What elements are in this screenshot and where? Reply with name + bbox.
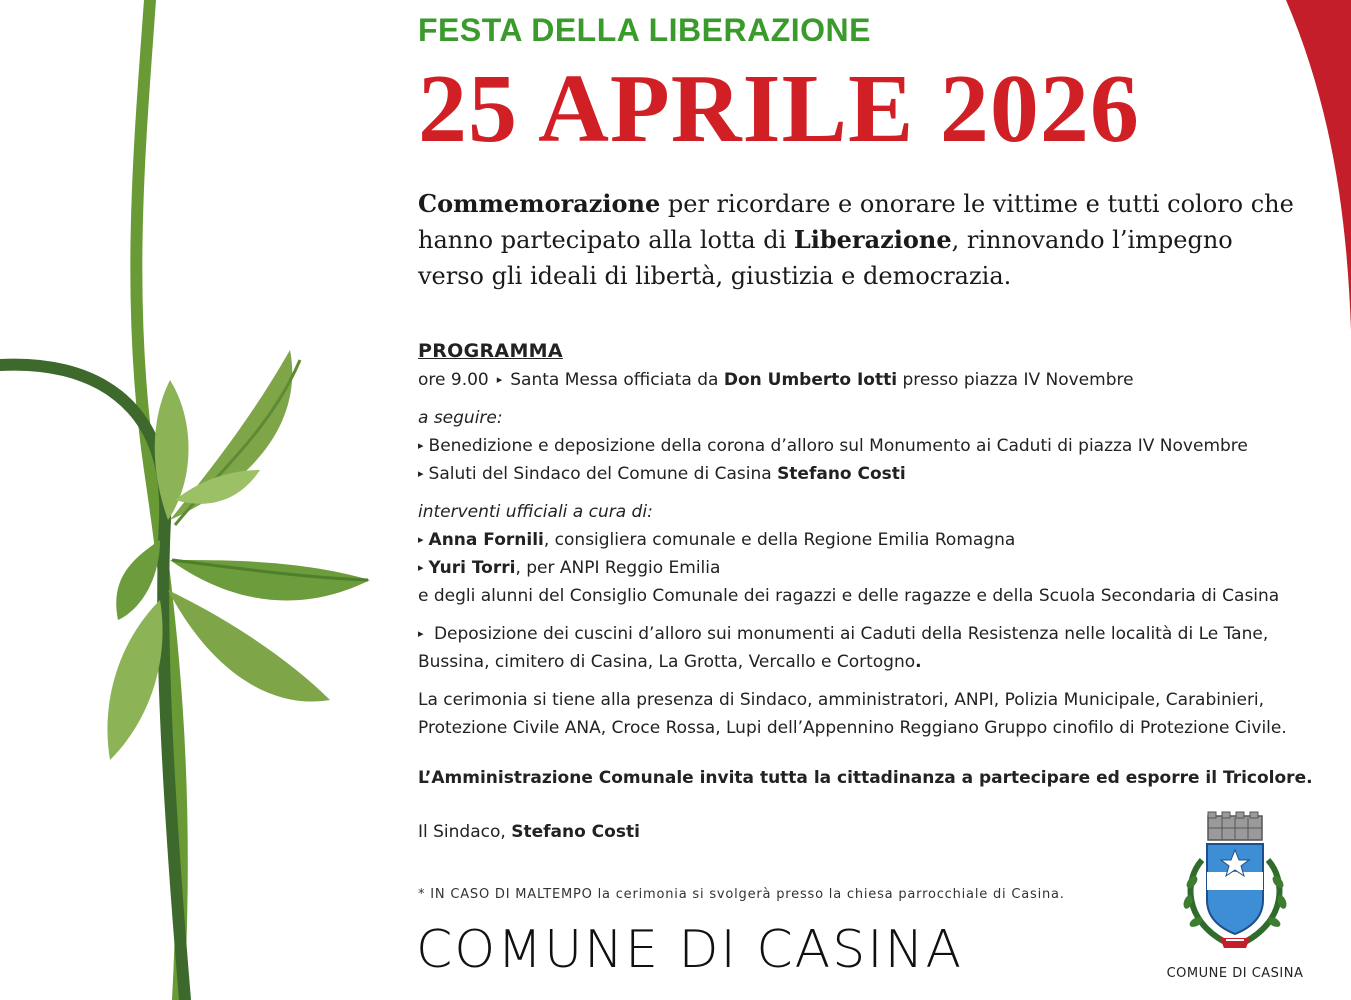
- crest-label: COMUNE DI CASINA: [1166, 966, 1304, 981]
- bullet-arrow-icon: ▸: [496, 373, 503, 386]
- casina-coat-of-arms-icon: [1170, 810, 1300, 960]
- cushions-end: .: [915, 652, 922, 672]
- cushions-line-2: [418, 648, 1318, 676]
- following-item-blessing: [418, 432, 1318, 460]
- speaker-role: , consigliera comunale e della Regione Emilia Romagna: [543, 530, 1016, 550]
- following-item-greetings: [418, 460, 1318, 488]
- speeches-label: interventi ufficiali a cura di:: [418, 502, 653, 522]
- invitation-line: L’Amministrazione Comunale invita tutta la cittadinanza a partecipare ed esporre il Tricolore.: [418, 768, 1313, 788]
- bullet-arrow-icon: ▸: [418, 627, 424, 640]
- bullet-arrow-icon: ▸: [418, 467, 424, 480]
- speaker-name: Yuri Torri: [428, 558, 516, 578]
- event-kicker: FESTA DELLA LIBERAZIONE: [418, 12, 871, 48]
- crown: [1208, 812, 1262, 840]
- following-item-text: Benedizione e deposizione della corona d’alloro sul Monumento ai Caduti di piazza IV Novembre: [428, 436, 1248, 456]
- cushions-line-1: [418, 620, 1318, 648]
- cushions-text-1: Deposizione dei cuscini d’alloro sui monumenti ai Caduti della Resistenza nelle località di Le Tane,: [433, 624, 1269, 644]
- intro-text-1: per ricordare e onorare le vittime e tutti coloro che hanno partecipato alla lotta di: [418, 190, 1294, 254]
- intro-bold-liberazione: Liberazione: [793, 225, 952, 254]
- ceremony-line-2: Protezione Civile ANA, Croce Rossa, Lupi dell’Appennino Reggiano Gruppo cinofilo di Protezione Civile.: [418, 718, 1287, 738]
- following-label: a seguire:: [418, 408, 503, 428]
- intro-bold-commemorazione: Commemorazione: [418, 189, 661, 218]
- speaker-name: Anna Fornili: [428, 530, 544, 550]
- intro-text-2: , rinnovando l’impegno verso gli ideali di libertà, giustizia e democrazia.: [418, 226, 1233, 290]
- weather-footnote: * IN CASO DI MALTEMPO la cerimonia si svolgerà presso la chiesa parrocchiale di Casina.: [418, 887, 1065, 902]
- bullet-arrow-icon: ▸: [418, 561, 424, 574]
- following-item-text: Saluti del Sindaco del Comune di Casina: [428, 464, 778, 484]
- program-mass-line: [418, 366, 1318, 394]
- bullet-arrow-icon: ▸: [418, 533, 424, 546]
- mayor-name: Stefano Costi: [777, 464, 906, 484]
- mass-text-before: Santa Messa officiata da: [510, 370, 724, 390]
- laurel-leaf-sprig-icon: [0, 0, 400, 1000]
- mass-time: ore 9.00: [418, 370, 489, 390]
- ceremony-line-1: La cerimonia si tiene alla presenza di Sindaco, amministratori, ANPI, Polizia Municipale, Carabinieri,: [418, 690, 1265, 710]
- bullet-arrow-icon: ▸: [418, 439, 424, 452]
- mass-celebrant: Don Umberto Iotti: [723, 370, 898, 390]
- program-title: PROGRAMMA: [418, 340, 563, 362]
- intro-paragraph: [418, 186, 1298, 294]
- mass-text-after: presso piazza IV Novembre: [897, 370, 1134, 390]
- students-line: e degli alunni del Consiglio Comunale dei ragazzi e delle ragazze e della Scuola Secondaria di Casina: [418, 586, 1280, 606]
- signature-name: Stefano Costi: [511, 822, 640, 842]
- cushions-text-2: Bussina, cimitero di Casina, La Grotta, Vercallo e Cortogno: [418, 652, 916, 672]
- organization-wordmark: COMUNE DI CASINA: [416, 920, 964, 980]
- signature-prefix: Il Sindaco,: [418, 822, 512, 842]
- speaker-role: , per ANPI Reggio Emilia: [515, 558, 721, 578]
- speaker-item: [418, 526, 1318, 554]
- event-date: 25 APRILE 2026: [418, 55, 1140, 163]
- program-section: [418, 340, 1318, 846]
- speaker-item: [418, 554, 1318, 582]
